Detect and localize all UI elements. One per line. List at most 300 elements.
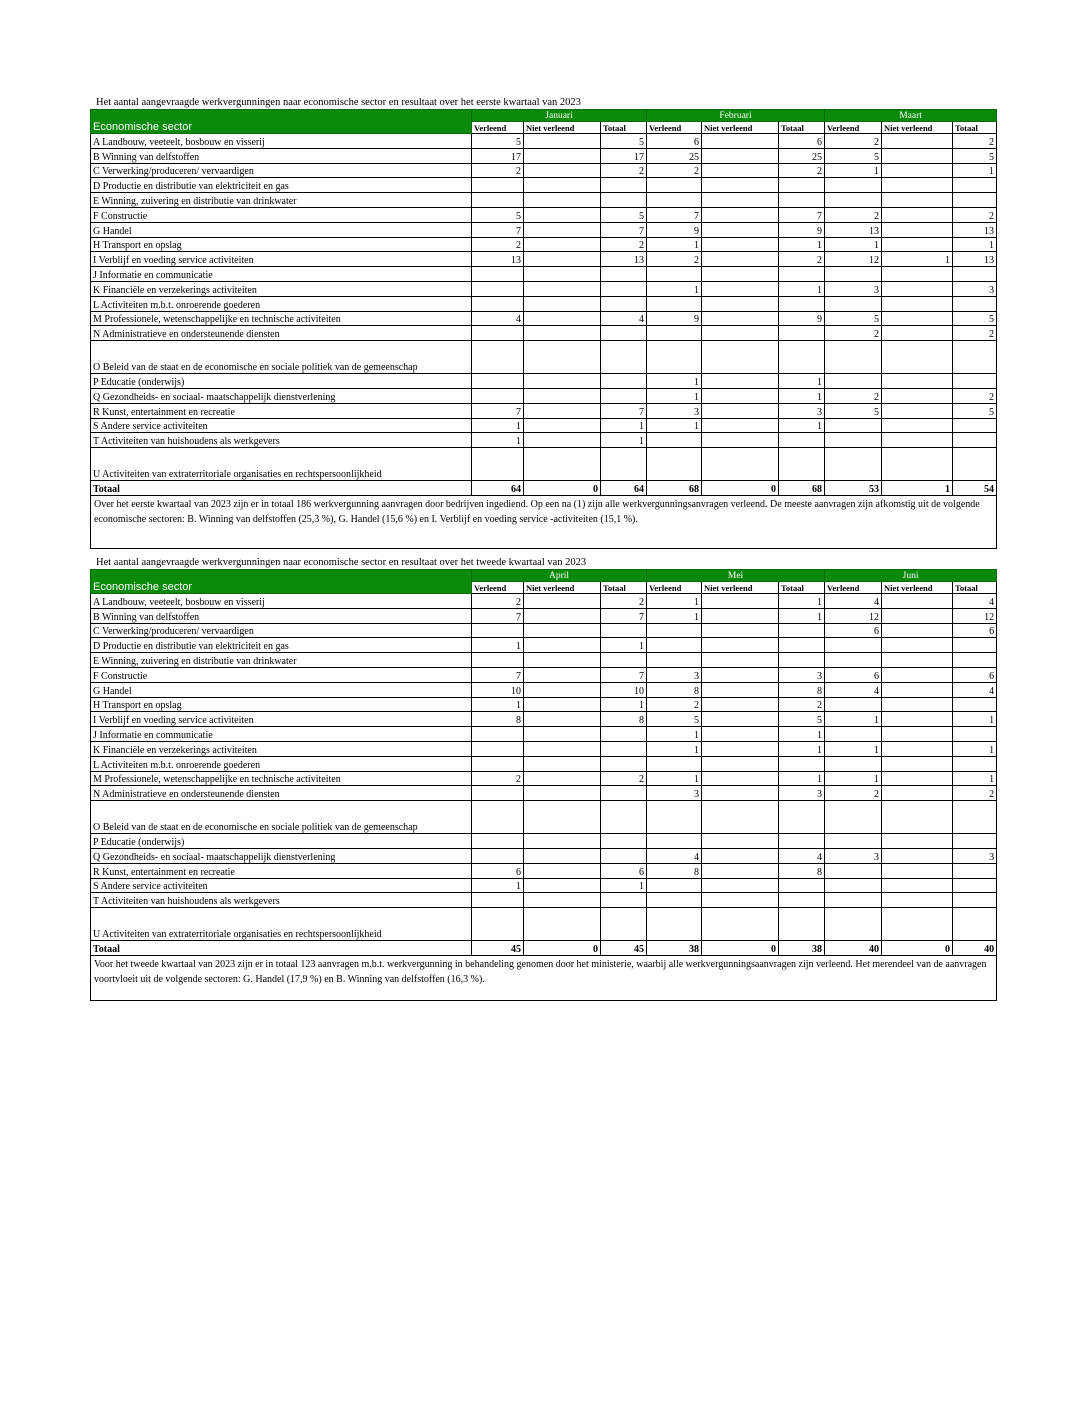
value-cell: [601, 908, 647, 941]
value-cell: 7: [472, 222, 524, 237]
value-cell: [647, 326, 702, 341]
value-cell: 2: [647, 252, 702, 267]
value-cell: 12: [825, 252, 882, 267]
value-cell: [601, 281, 647, 296]
table-row: [91, 403, 997, 418]
table-row: [91, 741, 997, 756]
sector-cell: E Winning, zuivering en distributie van drinkwater: [91, 193, 472, 208]
value-cell: 3: [825, 281, 882, 296]
sector-cell: D Productie en distributie van elektriciteit en gas: [91, 638, 472, 653]
value-cell: [472, 326, 524, 341]
value-cell: [647, 801, 702, 834]
value-cell: [702, 448, 779, 481]
value-cell: [524, 608, 601, 623]
value-cell: 1: [601, 697, 647, 712]
table-row: [91, 682, 997, 697]
value-cell: [882, 712, 953, 727]
value-cell: [882, 418, 953, 433]
value-cell: 2: [601, 594, 647, 609]
value-cell: [779, 878, 825, 893]
month-header-row: [91, 110, 997, 122]
value-cell: [882, 433, 953, 448]
value-cell: [825, 727, 882, 742]
sector-cell: K Financiële en verzekerings activiteiten: [91, 741, 472, 756]
value-cell: 1: [779, 388, 825, 403]
value-cell: [601, 296, 647, 311]
value-cell: 2: [825, 207, 882, 222]
table-row: [91, 163, 997, 178]
value-cell: [524, 148, 601, 163]
value-cell: [524, 222, 601, 237]
total-value-cell: 1: [882, 481, 953, 496]
value-cell: [647, 341, 702, 374]
sector-cell: A Landbouw, veeteelt, bosbouw en visserij: [91, 594, 472, 609]
value-cell: 7: [601, 608, 647, 623]
result-column-header: Verleend: [825, 122, 882, 134]
value-cell: 2: [779, 163, 825, 178]
value-cell: [647, 178, 702, 193]
value-cell: 1: [647, 418, 702, 433]
value-cell: [702, 638, 779, 653]
table-row: [91, 207, 997, 222]
value-cell: [825, 756, 882, 771]
value-cell: 12: [953, 608, 997, 623]
total-row: [91, 941, 997, 956]
value-cell: [882, 623, 953, 638]
total-value-cell: 38: [779, 941, 825, 956]
value-cell: [882, 148, 953, 163]
sector-cell: R Kunst, entertainment en recreatie: [91, 403, 472, 418]
value-cell: [882, 756, 953, 771]
permits-table-q2: [90, 569, 997, 1001]
sector-cell: H Transport en opslag: [91, 697, 472, 712]
value-cell: 5: [953, 311, 997, 326]
value-cell: 5: [647, 712, 702, 727]
value-cell: 1: [953, 163, 997, 178]
value-cell: [882, 653, 953, 668]
value-cell: 5: [472, 134, 524, 149]
value-cell: [825, 908, 882, 941]
value-cell: [647, 433, 702, 448]
value-cell: [953, 193, 997, 208]
value-cell: [647, 448, 702, 481]
value-cell: 1: [472, 433, 524, 448]
value-cell: 2: [953, 134, 997, 149]
value-cell: [601, 786, 647, 801]
sector-cell: N Administratieve en ondersteunende diensten: [91, 786, 472, 801]
value-cell: [779, 653, 825, 668]
value-cell: 3: [647, 403, 702, 418]
month-header: Februari: [647, 110, 825, 122]
table-row: [91, 623, 997, 638]
total-value-cell: 45: [601, 941, 647, 956]
total-label: Totaal: [91, 481, 472, 496]
value-cell: [702, 222, 779, 237]
value-cell: 4: [647, 848, 702, 863]
value-cell: [702, 623, 779, 638]
value-cell: [825, 801, 882, 834]
value-cell: 3: [647, 786, 702, 801]
value-cell: [702, 178, 779, 193]
value-cell: [524, 623, 601, 638]
value-cell: [601, 801, 647, 834]
value-cell: [524, 863, 601, 878]
value-cell: [472, 848, 524, 863]
value-cell: [882, 193, 953, 208]
result-column-header: Niet verleend: [524, 122, 601, 134]
value-cell: [953, 433, 997, 448]
value-cell: 6: [953, 667, 997, 682]
value-cell: [702, 163, 779, 178]
value-cell: [702, 834, 779, 849]
value-cell: [882, 326, 953, 341]
value-cell: 2: [825, 326, 882, 341]
total-label: Totaal: [91, 941, 472, 956]
value-cell: 4: [825, 682, 882, 697]
value-cell: 1: [601, 878, 647, 893]
month-header: Juni: [825, 570, 997, 582]
total-value-cell: 64: [472, 481, 524, 496]
value-cell: [825, 433, 882, 448]
sector-cell: H Transport en opslag: [91, 237, 472, 252]
result-column-header: Verleend: [647, 582, 702, 594]
value-cell: 6: [647, 134, 702, 149]
value-cell: 17: [601, 148, 647, 163]
value-cell: [702, 727, 779, 742]
month-header: Januari: [472, 110, 647, 122]
value-cell: [953, 178, 997, 193]
sector-cell: P Educatie (onderwijs): [91, 834, 472, 849]
value-cell: [702, 712, 779, 727]
value-cell: 1: [953, 237, 997, 252]
result-column-header: Verleend: [472, 122, 524, 134]
value-cell: [702, 374, 779, 389]
sector-cell: K Financiële en verzekerings activiteiten: [91, 281, 472, 296]
table-row: [91, 771, 997, 786]
value-cell: [472, 388, 524, 403]
value-cell: 8: [472, 712, 524, 727]
value-cell: 7: [472, 403, 524, 418]
sector-cell: M Professionele, wetenschappelijke en technische activiteiten: [91, 771, 472, 786]
value-cell: [882, 908, 953, 941]
value-cell: 1: [779, 594, 825, 609]
value-cell: [882, 878, 953, 893]
value-cell: [647, 834, 702, 849]
value-cell: 2: [647, 163, 702, 178]
value-cell: [702, 341, 779, 374]
value-cell: [953, 341, 997, 374]
value-cell: [524, 848, 601, 863]
value-cell: [953, 638, 997, 653]
value-cell: [524, 207, 601, 222]
value-cell: [953, 418, 997, 433]
value-cell: [779, 178, 825, 193]
value-cell: 1: [779, 608, 825, 623]
value-cell: 1: [601, 418, 647, 433]
value-cell: [524, 741, 601, 756]
result-column-header: Niet verleend: [882, 582, 953, 594]
value-cell: 1: [779, 281, 825, 296]
value-cell: [825, 638, 882, 653]
table-row: [91, 252, 997, 267]
value-cell: [702, 682, 779, 697]
value-cell: [524, 163, 601, 178]
value-cell: 3: [779, 667, 825, 682]
value-cell: 1: [825, 237, 882, 252]
value-cell: [524, 908, 601, 941]
value-cell: [601, 727, 647, 742]
value-cell: [524, 374, 601, 389]
value-cell: [882, 771, 953, 786]
value-cell: [702, 594, 779, 609]
value-cell: 1: [779, 771, 825, 786]
result-column-header: Verleend: [472, 582, 524, 594]
value-cell: [702, 863, 779, 878]
sector-cell: B Winning van delfstoffen: [91, 148, 472, 163]
value-cell: [647, 267, 702, 282]
value-cell: [882, 863, 953, 878]
value-cell: [647, 756, 702, 771]
value-cell: 13: [472, 252, 524, 267]
total-value-cell: 40: [953, 941, 997, 956]
total-value-cell: 54: [953, 481, 997, 496]
value-cell: [524, 712, 601, 727]
value-cell: 25: [779, 148, 825, 163]
value-cell: [601, 893, 647, 908]
value-cell: [524, 193, 601, 208]
sector-cell: P Educatie (onderwijs): [91, 374, 472, 389]
value-cell: 1: [779, 418, 825, 433]
total-value-cell: 53: [825, 481, 882, 496]
value-cell: 1: [953, 741, 997, 756]
sector-cell: J Informatie en communicatie: [91, 267, 472, 282]
value-cell: 4: [472, 311, 524, 326]
value-cell: [702, 311, 779, 326]
value-cell: 1: [472, 418, 524, 433]
value-cell: [825, 418, 882, 433]
sector-cell: U Activiteiten van extraterritoriale organisaties en rechtspersoonlijkheid: [91, 448, 472, 481]
table-row: [91, 801, 997, 834]
total-value-cell: 0: [524, 481, 601, 496]
value-cell: [825, 653, 882, 668]
value-cell: [882, 134, 953, 149]
value-cell: [953, 893, 997, 908]
table-row: [91, 296, 997, 311]
value-cell: 1: [953, 712, 997, 727]
table-row: [91, 311, 997, 326]
value-cell: [882, 311, 953, 326]
value-cell: 8: [647, 682, 702, 697]
table-row: [91, 653, 997, 668]
value-cell: [825, 697, 882, 712]
total-value-cell: 0: [524, 941, 601, 956]
table-row: [91, 341, 997, 374]
value-cell: 8: [647, 863, 702, 878]
value-cell: 5: [779, 712, 825, 727]
value-cell: [472, 727, 524, 742]
value-cell: [882, 594, 953, 609]
result-column-header: Niet verleend: [702, 582, 779, 594]
value-cell: [702, 237, 779, 252]
sector-cell: U Activiteiten van extraterritoriale organisaties en rechtspersoonlijkheid: [91, 908, 472, 941]
value-cell: [702, 418, 779, 433]
table-block-q2: [90, 557, 996, 1001]
table-row: [91, 237, 997, 252]
sector-cell: N Administratieve en ondersteunende diensten: [91, 326, 472, 341]
value-cell: [524, 801, 601, 834]
value-cell: 1: [825, 771, 882, 786]
value-cell: 2: [953, 207, 997, 222]
table-row: [91, 834, 997, 849]
total-value-cell: 0: [702, 481, 779, 496]
value-cell: [702, 134, 779, 149]
table-title: Het aantal aangevraagde werkvergunningen naar economische sector en resultaat over het tweede kwartaal van 2023: [96, 557, 587, 568]
value-cell: 5: [825, 311, 882, 326]
value-cell: [779, 801, 825, 834]
value-cell: 6: [953, 623, 997, 638]
value-cell: [825, 374, 882, 389]
value-cell: [524, 893, 601, 908]
value-cell: [882, 374, 953, 389]
value-cell: 6: [825, 623, 882, 638]
value-cell: 1: [953, 771, 997, 786]
value-cell: [882, 608, 953, 623]
result-column-header: Totaal: [779, 122, 825, 134]
value-cell: 8: [779, 682, 825, 697]
value-cell: 5: [601, 134, 647, 149]
value-cell: [702, 878, 779, 893]
value-cell: [702, 741, 779, 756]
value-cell: [702, 848, 779, 863]
value-cell: 2: [953, 388, 997, 403]
value-cell: [953, 863, 997, 878]
value-cell: [524, 341, 601, 374]
value-cell: [702, 296, 779, 311]
value-cell: 9: [779, 222, 825, 237]
value-cell: 1: [647, 727, 702, 742]
value-cell: [882, 222, 953, 237]
value-cell: [524, 727, 601, 742]
sector-cell: O Beleid van de staat en de economische en sociale politiek van de gemeenschap: [91, 341, 472, 374]
sector-cell: C Verwerking/produceren/ vervaardigen: [91, 623, 472, 638]
table-row: [91, 667, 997, 682]
value-cell: 2: [779, 252, 825, 267]
value-cell: 6: [825, 667, 882, 682]
value-cell: [524, 388, 601, 403]
value-cell: 4: [825, 594, 882, 609]
value-cell: 1: [647, 741, 702, 756]
table-row: [91, 448, 997, 481]
table-row: [91, 193, 997, 208]
value-cell: 2: [825, 786, 882, 801]
value-cell: 2: [825, 388, 882, 403]
value-cell: 2: [472, 237, 524, 252]
value-cell: [647, 653, 702, 668]
value-cell: [524, 311, 601, 326]
value-cell: 1: [472, 697, 524, 712]
result-column-header: Verleend: [825, 582, 882, 594]
value-cell: [882, 638, 953, 653]
result-column-header: Totaal: [953, 122, 997, 134]
value-cell: [702, 207, 779, 222]
value-cell: [702, 697, 779, 712]
value-cell: [882, 801, 953, 834]
total-value-cell: 40: [825, 941, 882, 956]
value-cell: 5: [472, 207, 524, 222]
table-row: [91, 697, 997, 712]
value-cell: [953, 267, 997, 282]
value-cell: 2: [647, 697, 702, 712]
value-cell: [524, 756, 601, 771]
sector-cell: T Activiteiten van huishoudens als werkgevers: [91, 433, 472, 448]
sector-cell: L Activiteiten m.b.t. onroerende goederen: [91, 756, 472, 771]
value-cell: [601, 848, 647, 863]
value-cell: [472, 834, 524, 849]
value-cell: [702, 893, 779, 908]
value-cell: 6: [472, 863, 524, 878]
value-cell: [825, 341, 882, 374]
value-cell: [472, 341, 524, 374]
value-cell: [882, 448, 953, 481]
value-cell: [524, 653, 601, 668]
value-cell: [702, 252, 779, 267]
value-cell: [779, 893, 825, 908]
table-row: [91, 638, 997, 653]
total-value-cell: 0: [702, 941, 779, 956]
value-cell: 1: [472, 878, 524, 893]
value-cell: [953, 908, 997, 941]
table-row: [91, 727, 997, 742]
value-cell: [524, 697, 601, 712]
table-row: [91, 148, 997, 163]
value-cell: 2: [779, 697, 825, 712]
value-cell: [882, 296, 953, 311]
value-cell: 7: [601, 222, 647, 237]
value-cell: 7: [472, 608, 524, 623]
value-cell: [882, 237, 953, 252]
table-row: [91, 388, 997, 403]
value-cell: [779, 267, 825, 282]
value-cell: 1: [472, 638, 524, 653]
value-cell: [472, 296, 524, 311]
value-cell: [779, 834, 825, 849]
value-cell: [472, 893, 524, 908]
value-cell: 1: [779, 237, 825, 252]
value-cell: [825, 267, 882, 282]
value-cell: 7: [472, 667, 524, 682]
value-cell: [601, 756, 647, 771]
table-row: [91, 756, 997, 771]
value-cell: [882, 848, 953, 863]
sector-cell: G Handel: [91, 682, 472, 697]
value-cell: [472, 653, 524, 668]
value-cell: 7: [647, 207, 702, 222]
value-cell: [524, 878, 601, 893]
value-cell: 10: [601, 682, 647, 697]
value-cell: [882, 893, 953, 908]
value-cell: [953, 878, 997, 893]
value-cell: [472, 193, 524, 208]
value-cell: [601, 388, 647, 403]
value-cell: [882, 207, 953, 222]
value-cell: [702, 653, 779, 668]
value-cell: [702, 667, 779, 682]
sector-cell: J Informatie en communicatie: [91, 727, 472, 742]
table-title: Het aantal aangevraagde werkvergunningen naar economische sector en resultaat over het eerste kwartaal van 2023: [96, 97, 581, 108]
result-column-header: Totaal: [601, 122, 647, 134]
value-cell: 1: [825, 712, 882, 727]
result-column-header: Niet verleend: [882, 122, 953, 134]
